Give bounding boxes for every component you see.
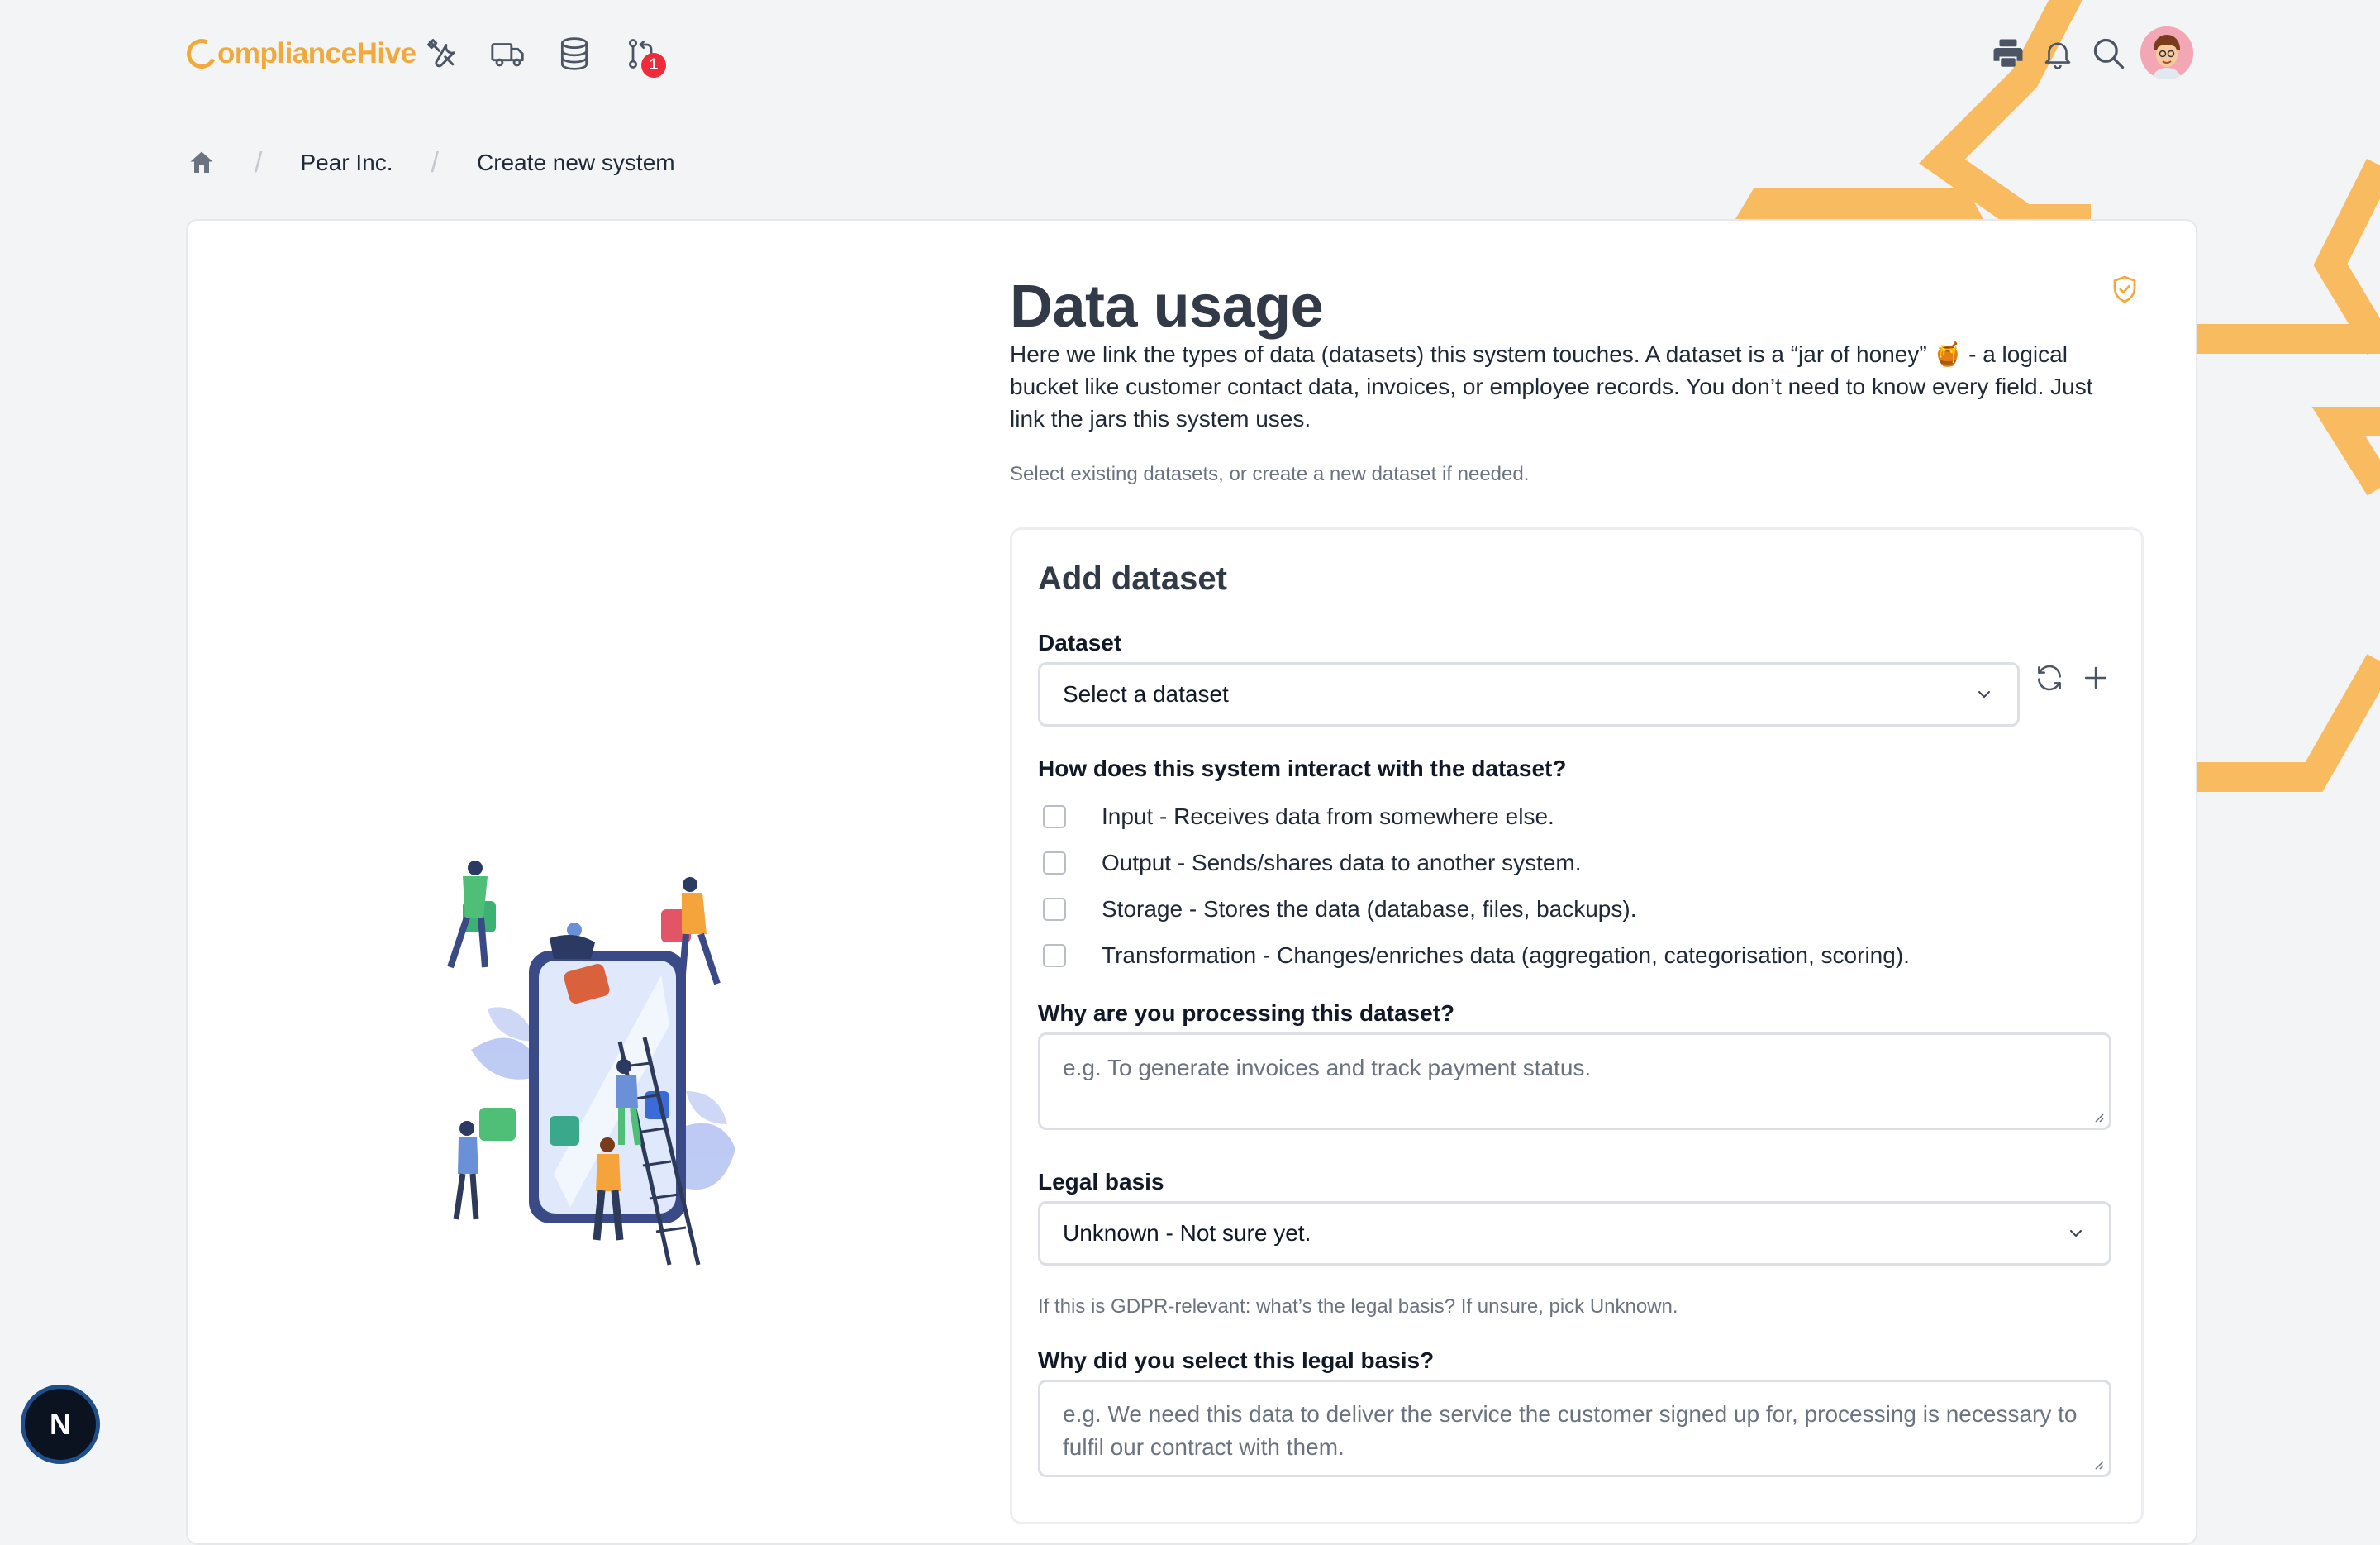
purpose-label: Why are you processing this dataset? [1038, 1000, 1455, 1026]
checkbox-label: Transformation - Changes/enriches data (aggregation, categorisation, scoring). [1102, 942, 1910, 968]
legal-basis-value: Unknown - Not sure yet. [1063, 1220, 1311, 1246]
interaction-option-transformation[interactable] [1043, 939, 1910, 972]
interaction-option-output[interactable] [1043, 846, 1582, 880]
dataset-select-value: Select a dataset [1063, 681, 1229, 707]
interaction-option-input[interactable] [1043, 800, 1554, 833]
avatar[interactable] [2140, 26, 2193, 79]
chevron-down-icon [2066, 1223, 2086, 1243]
page-title: Data usage [1010, 274, 1324, 340]
shield-check-icon [2110, 274, 2140, 304]
checkbox[interactable] [1043, 851, 1066, 875]
dataset-label: Dataset [1038, 630, 1122, 656]
add-dataset-title: Add dataset [1038, 560, 1227, 597]
printer-icon[interactable] [1987, 33, 2029, 74]
chevron-down-icon [1974, 684, 1994, 704]
legal-basis-label: Legal basis [1038, 1169, 1164, 1195]
resize-handle-icon[interactable] [2092, 1458, 2104, 1470]
checkbox[interactable] [1043, 898, 1066, 921]
breadcrumb-item-organization[interactable]: Pear Inc. [300, 150, 393, 175]
phone-team-illustration [421, 860, 760, 1273]
checkbox-label: Input - Receives data from somewhere else. [1102, 803, 1554, 829]
truck-icon[interactable] [488, 33, 529, 74]
nextjs-dev-button[interactable]: N [25, 1389, 96, 1460]
logo-c-glyph [183, 35, 221, 73]
tools-icon[interactable] [421, 33, 463, 74]
interaction-label: How does this system interact with the dataset? [1038, 756, 1567, 781]
checkbox-label: Output - Sends/shares data to another system. [1102, 850, 1582, 875]
interaction-option-storage[interactable] [1043, 893, 1636, 926]
legal-reason-placeholder: e.g. We need this data to deliver the service the customer signed up for, processing is necessary to fulfil our contract with them. [1063, 1401, 2078, 1460]
breadcrumb-separator: / [431, 146, 439, 179]
bell-icon[interactable] [2037, 33, 2078, 74]
purpose-textarea[interactable] [1038, 1032, 2111, 1130]
database-icon[interactable] [554, 33, 595, 74]
legal-basis-select[interactable] [1038, 1201, 2111, 1266]
git-pull-request-icon[interactable] [621, 33, 663, 74]
intro-text: Here we link the types of data (datasets) this system touches. A dataset is a “jar of honey” 🍯 - a logical bucket like customer contact data, invoices, or employee records. You don’t need to know every field. Just link the jars this system uses. [1010, 341, 2093, 432]
breadcrumb-item-current: Create new system [476, 150, 675, 175]
logo-text-hive: Hive [356, 37, 416, 69]
logo-text-rest: ompliance [217, 37, 357, 69]
breadcrumb-separator: / [255, 146, 263, 179]
top-nav [0, 0, 2380, 107]
checkbox[interactable] [1043, 805, 1066, 828]
search-icon[interactable] [2088, 33, 2130, 74]
legal-reason-label: Why did you select this legal basis? [1038, 1347, 1435, 1373]
legal-basis-hint: If this is GDPR-relevant: what’s the legal basis? If unsure, pick Unknown. [1038, 1295, 1678, 1318]
breadcrumb [187, 142, 675, 184]
refresh-datasets-button[interactable] [2031, 660, 2068, 696]
home-icon[interactable] [187, 148, 217, 178]
app-logo[interactable] [187, 33, 416, 74]
dataset-select[interactable] [1038, 662, 2020, 727]
checkbox[interactable] [1043, 944, 1066, 967]
dataset-hint: Select existing datasets, or create a new dataset if needed. [1010, 463, 1530, 485]
add-dataset-button[interactable] [2078, 660, 2114, 696]
notification-badge: 1 [641, 53, 666, 78]
resize-handle-icon[interactable] [2092, 1111, 2104, 1123]
checkbox-label: Storage - Stores the data (database, files, backups). [1102, 896, 1637, 922]
purpose-placeholder: e.g. To generate invoices and track payment status. [1063, 1055, 1592, 1080]
legal-reason-textarea[interactable] [1038, 1380, 2111, 1477]
